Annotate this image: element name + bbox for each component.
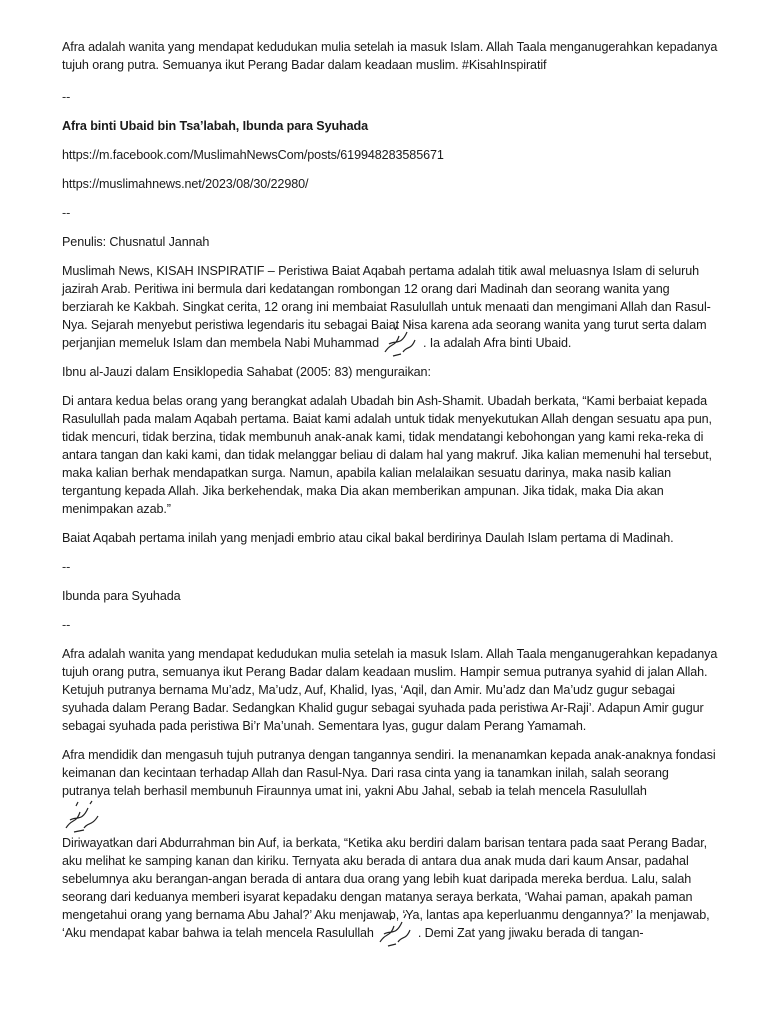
separator: -- xyxy=(62,206,71,220)
separator: -- xyxy=(62,560,71,574)
body-paragraph xyxy=(62,262,718,352)
website-link[interactable]: https://muslimahnews.net/2023/08/30/22980/ xyxy=(62,177,309,191)
section-subheading: Ibunda para Syuhada xyxy=(62,589,181,603)
quote-paragraph: Di antara kedua belas orang yang berangkat adalah Ubadah bin Ash-Shamit. Ubadah berkata, “Kami berbaiat kepada Rasulullah pada malam Aqabah pertama. Baiat kami adalah untuk tidak menyekutukan Allah dengan sesuatu apa pun, tidak mencuri, tidak berzina, tidak membunuh anak-anak kami, tidak mendatangi kebohongan yang kami reka-reka di antara tangan dan kaki kami, dan tidak melanggar beliau di dalam hal yang makruf. Jika kalian memenuhi hal tersebut, maka kalian berhak mendapatkan surga. Namun, apabila kalian melalaikan sesuatu darinya, maka nasib kalian tergantung kepada Allah. Jika berkehendak, maka Dia akan memberikan ampunan. Jika tidak, maka Dia akan menimpakan azab.” xyxy=(62,394,712,516)
facebook-link[interactable]: https://m.facebook.com/MuslimahNewsCom/posts/619948283585671 xyxy=(62,148,444,162)
salawat-calligraphy-icon xyxy=(381,334,421,352)
body-paragraph xyxy=(62,834,718,942)
intro-paragraph: Afra adalah wanita yang mendapat kedudukan mulia setelah ia masuk Islam. Allah Taala menganugerahkan kepadanya tujuh orang putra. Semuanya ikut Perang Badar dalam keadaan muslim. #KisahInspiratif xyxy=(62,40,718,72)
body-text: . Demi Zat yang jiwaku berada di tangan- xyxy=(417,926,644,940)
body-text: Muslimah News, KISAH INSPIRATIF – Peristiwa Baiat Aqabah pertama adalah titik awal meluasnya Islam di seluruh jazirah Arab. Peritiwa ini bermula dari kedatangan rombongan 12 orang dari Madinah dan seorang wanita yang berziarah ke Kakbah. Singkat cerita, 12 orang ini membaiat Rasulullah untuk menaati dan mengimani Allah dan Rasul-Nya. Sejarah menyebut peristiwa legendaris itu sebagai Baiat Nisa karena ada seorang wanita yang turut serta dalam perjanjian memeluk Islam dan membela Nabi Muhammad xyxy=(62,264,711,350)
body-paragraph: Baiat Aqabah pertama inilah yang menjadi embrio atau cikal bakal berdirinya Daulah Islam pertama di Madinah. xyxy=(62,531,674,545)
body-paragraph: Afra mendidik dan mengasuh tujuh putranya dengan tangannya sendiri. Ia menanamkan kepada anak-anaknya fondasi keimanan dan kecintaan terhadap Allah dan Rasul-Nya. Dari rasa cinta yang ia tanamkan inilah, salah seorang putranya telah berhasil membunuh Firaunnya umat ini, yakni Abu Jahal, sebab ia telah mencela Rasulullah xyxy=(62,748,716,798)
document-page xyxy=(62,38,718,942)
body-text: Diriwayatkan dari Abdurrahman bin Auf, ia berkata, “Ketika aku berdiri dalam barisan tentara pada saat Perang Badar, aku melihat ke samping kanan dan kiriku. Ternyata aku berada di antara dua anak muda dari kaum Ansar, padahal sebelumnya aku berangan-angan berada di antara dua orang yang lebih kuat daripada mereka berdua. Lalu, salah seorang dari keduanya memberi isyarat kepadaku dengan matanya seraya berkata, ‘Wahai paman, apakah paman mengetahui orang yang bernama Abu Jahal?’ Aku menjawab, ‘Ya, lantas apa keperluanmu dengannya?’ Ia menjawab, ‘Aku mendapat kabar bahwa ia telah mencela Rasulullah xyxy=(62,836,710,940)
salawat-calligraphy-icon xyxy=(62,800,718,834)
body-paragraph: Afra adalah wanita yang mendapat kedudukan mulia setelah ia masuk Islam. Allah Taala menganugerahkan kepadanya tujuh orang putra, semuanya ikut Perang Badar dalam keadaan muslim. Hampir semua putranya syahid di jalan Allah. Ketujuh putranya bernama Mu’adz, Ma’udz, Auf, Khalid, Iyas, ‘Aqil, dan Amir. Mu’adz dan Ma’udz gugur sebagai syuhada dalam Perang Badar. Sedangkan Khalid gugur sebagai syuhada pada peristiwa Ar-Raji’. Adapun Amir gugur sebagai syuhada pada peristiwa Bi’r Ma’unah. Sementara Iyas, gugur dalam Perang Yamamah. xyxy=(62,647,718,733)
separator: -- xyxy=(62,90,71,104)
body-text: . Ia adalah Afra binti Ubaid. xyxy=(422,336,572,350)
author-line: Penulis: Chusnatul Jannah xyxy=(62,235,210,249)
article-title: Afra binti Ubaid bin Tsa’labah, Ibunda para Syuhada xyxy=(62,119,369,133)
body-paragraph: Ibnu al-Jauzi dalam Ensiklopedia Sahabat (2005: 83) menguraikan: xyxy=(62,365,431,379)
salawat-calligraphy-icon xyxy=(376,924,416,942)
separator: -- xyxy=(62,618,71,632)
